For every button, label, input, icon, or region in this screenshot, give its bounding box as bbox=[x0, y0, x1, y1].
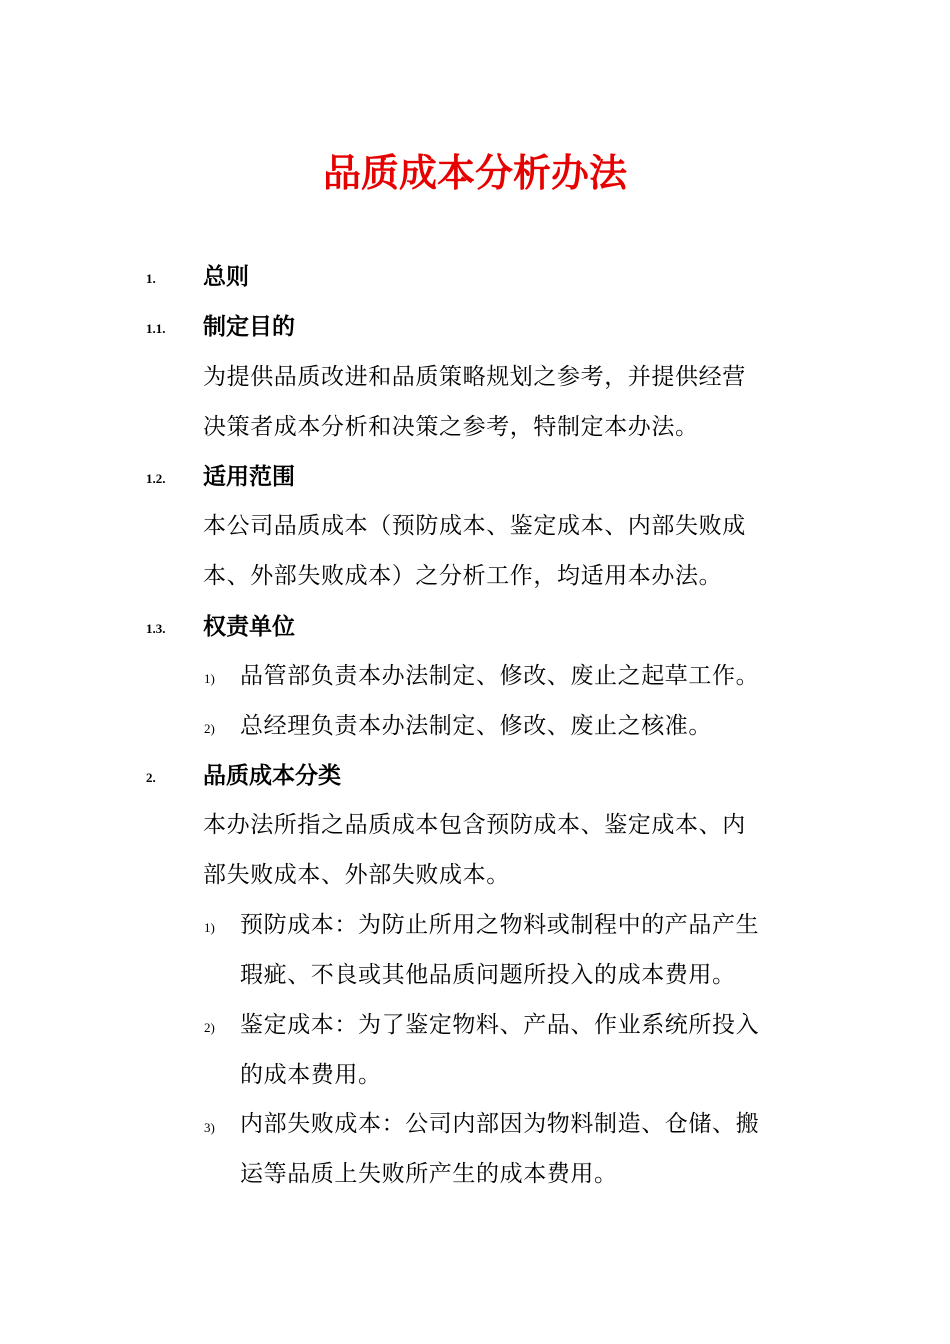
paragraph-line: 本办法所指之品质成本包含预防成本、鉴定成本、内 bbox=[203, 812, 746, 838]
subsection-heading: 权责单位 bbox=[203, 614, 295, 640]
subsection-heading: 适用范围 bbox=[203, 464, 295, 490]
subsection-heading: 制定目的 bbox=[203, 314, 295, 340]
list-item bbox=[240, 900, 815, 1000]
paragraph bbox=[203, 800, 813, 900]
list-item-line: 鉴定成本：为了鉴定物料、产品、作业系统所投入 bbox=[240, 1012, 760, 1038]
list-item bbox=[240, 701, 815, 751]
document-title: 品质成本分析办法 bbox=[322, 151, 627, 195]
list-item-line: 运等品质上失败所产生的成本费用。 bbox=[240, 1161, 618, 1187]
list-item-line: 的成本费用。 bbox=[240, 1062, 382, 1088]
list-item bbox=[240, 651, 815, 701]
list-item-line: 瑕疵、不良或其他品质问题所投入的成本费用。 bbox=[240, 962, 736, 988]
subsection-number: 1.1. bbox=[146, 321, 166, 336]
paragraph-line: 本公司品质成本（预防成本、鉴定成本、内部失败成 bbox=[203, 513, 746, 539]
list-item-line: 预防成本：为防止所用之物料或制程中的产品产生 bbox=[240, 912, 760, 938]
list-item-line: 内部失败成本：公司内部因为物料制造、仓储、搬 bbox=[240, 1111, 760, 1137]
paragraph-line: 部失败成本、外部失败成本。 bbox=[203, 862, 510, 888]
section-heading: 品质成本分类 bbox=[203, 763, 341, 789]
list-item-number: 2) bbox=[204, 1020, 215, 1035]
list-item-line: 品管部负责本办法制定、修改、废止之起草工作。 bbox=[240, 663, 760, 689]
section-heading: 总则 bbox=[203, 264, 249, 290]
list-item bbox=[240, 1099, 815, 1199]
section-number: 1. bbox=[146, 271, 156, 286]
subsection-number: 1.2. bbox=[146, 471, 166, 486]
paragraph-line: 为提供品质改进和品质策略规划之参考，并提供经营 bbox=[203, 364, 746, 390]
list-item-number: 2) bbox=[204, 721, 215, 736]
list-item-number: 3) bbox=[204, 1120, 215, 1135]
list-item bbox=[240, 1000, 815, 1100]
paragraph-line: 本、外部失败成本）之分析工作，均适用本办法。 bbox=[203, 563, 723, 589]
paragraph bbox=[203, 352, 813, 452]
list-item-number: 1) bbox=[204, 920, 215, 935]
list-item-line: 总经理负责本办法制定、修改、废止之核准。 bbox=[240, 713, 712, 739]
paragraph bbox=[203, 501, 813, 601]
subsection-number: 1.3. bbox=[146, 621, 166, 636]
list-item-number: 1) bbox=[204, 671, 215, 686]
section-number: 2. bbox=[146, 770, 156, 785]
paragraph-line: 决策者成本分析和决策之参考，特制定本办法。 bbox=[203, 414, 699, 440]
